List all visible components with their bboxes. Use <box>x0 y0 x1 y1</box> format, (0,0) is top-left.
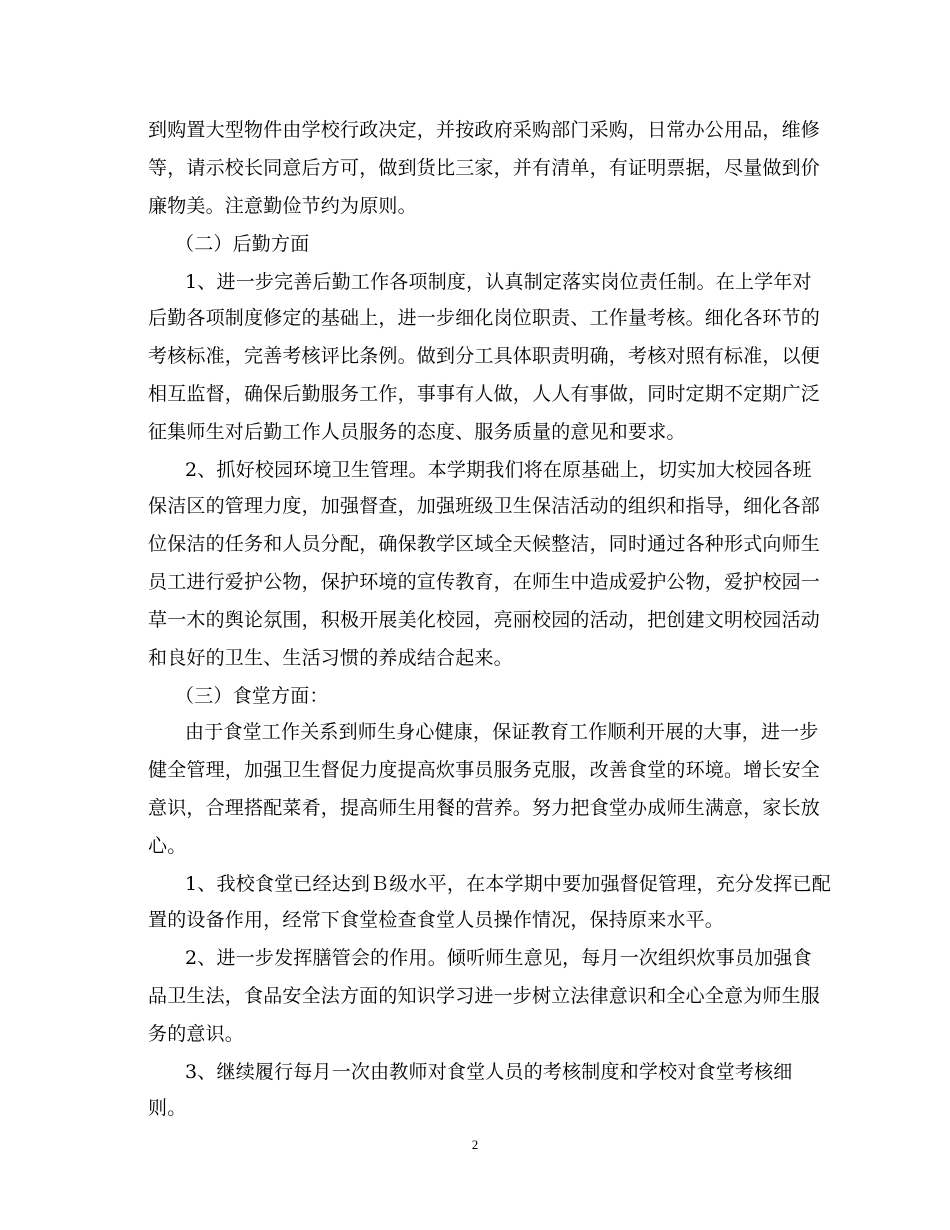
text-line: 3、继续履行每月一次由教师对食堂人员的考核制度和学校对食堂考核细 <box>185 1061 793 1083</box>
page-number: 2 <box>471 1137 479 1152</box>
text-line: 考核标准，完善考核评比条例。做到分工具体职责明确，考核对照有标准，以便 <box>148 345 821 367</box>
text-line: 和良好的卫生、生活习惯的养成结合起来。 <box>148 647 513 669</box>
text-line: 置的设备作用，经常下食堂检查食堂人员操作情况，保持原来水平。 <box>148 909 725 931</box>
text-line: 2、抓好校园环境卫生管理。本学期我们将在原基础上，切实加大校园各班 <box>185 459 812 481</box>
text-line: 品卫生法，食品安全法方面的知识学习进一步树立法律意识和全心全意为师生服 <box>148 985 821 1007</box>
text-line: 健全管理，加强卫生督促力度提高炊事员服务克服，改善食堂的环境。增长安全 <box>148 759 821 781</box>
text-line: 1、我校食堂已经达到Ｂ级水平，在本学期中要加强督促管理，充分发挥已配 <box>185 873 831 895</box>
text-line: 意识，合理搭配菜肴，提高师生用餐的营养。努力把食堂办成师生满意，家长放 <box>148 797 821 819</box>
text-line: 位保洁的任务和人员分配，确保教学区域全天候整洁，同时通过各种形式向师生 <box>148 533 821 555</box>
text-line: 到购置大型物件由学校行政决定，并按政府采购部门采购，日常办公用品，维修 <box>148 119 821 141</box>
text-line: 草一木的舆论氛围，积极开展美化校园，亮丽校园的活动，把创建文明校园活动 <box>148 609 821 631</box>
text-line: 征集师生对后勤工作人员服务的态度、服务质量的意见和要求。 <box>148 421 686 443</box>
text-line: 保洁区的管理力度，加强督查，加强班级卫生保洁活动的组织和指导，细化各部 <box>148 495 821 517</box>
text-line: 则。 <box>148 1097 187 1119</box>
text-line: 后勤各项制度修定的基础上，进一步细化岗位职责、工作量考核。细化各环节的 <box>148 307 821 329</box>
text-line: 等，请示校长同意后方可，做到货比三家，并有清单，有证明票据，尽量做到价 <box>148 157 821 179</box>
section-heading: （二）后勤方面 <box>175 233 310 255</box>
text-line: 1、进一步完善后勤工作各项制度，认真制定落实岗位责任制。在上学年对 <box>185 271 812 293</box>
text-line: 务的意识。 <box>148 1023 245 1045</box>
text-line: 由于食堂工作关系到师生身心健康，保证教育工作顺利开展的大事，进一步 <box>185 721 819 743</box>
text-line: 廉物美。注意勤俭节约为原则。 <box>148 195 417 217</box>
text-line: 员工进行爱护公物，保护环境的宣传教育，在师生中造成爱护公物，爱护校园一 <box>148 571 821 593</box>
section-heading: （三）食堂方面： <box>175 685 329 707</box>
text-line: 心。 <box>148 835 187 857</box>
text-line: 2、进一步发挥膳管会的作用。倾听师生意见，每月一次组织炊事员加强食 <box>185 947 812 969</box>
text-line: 相互监督，确保后勤服务工作，事事有人做，人人有事做，同时定期不定期广泛 <box>148 383 821 405</box>
